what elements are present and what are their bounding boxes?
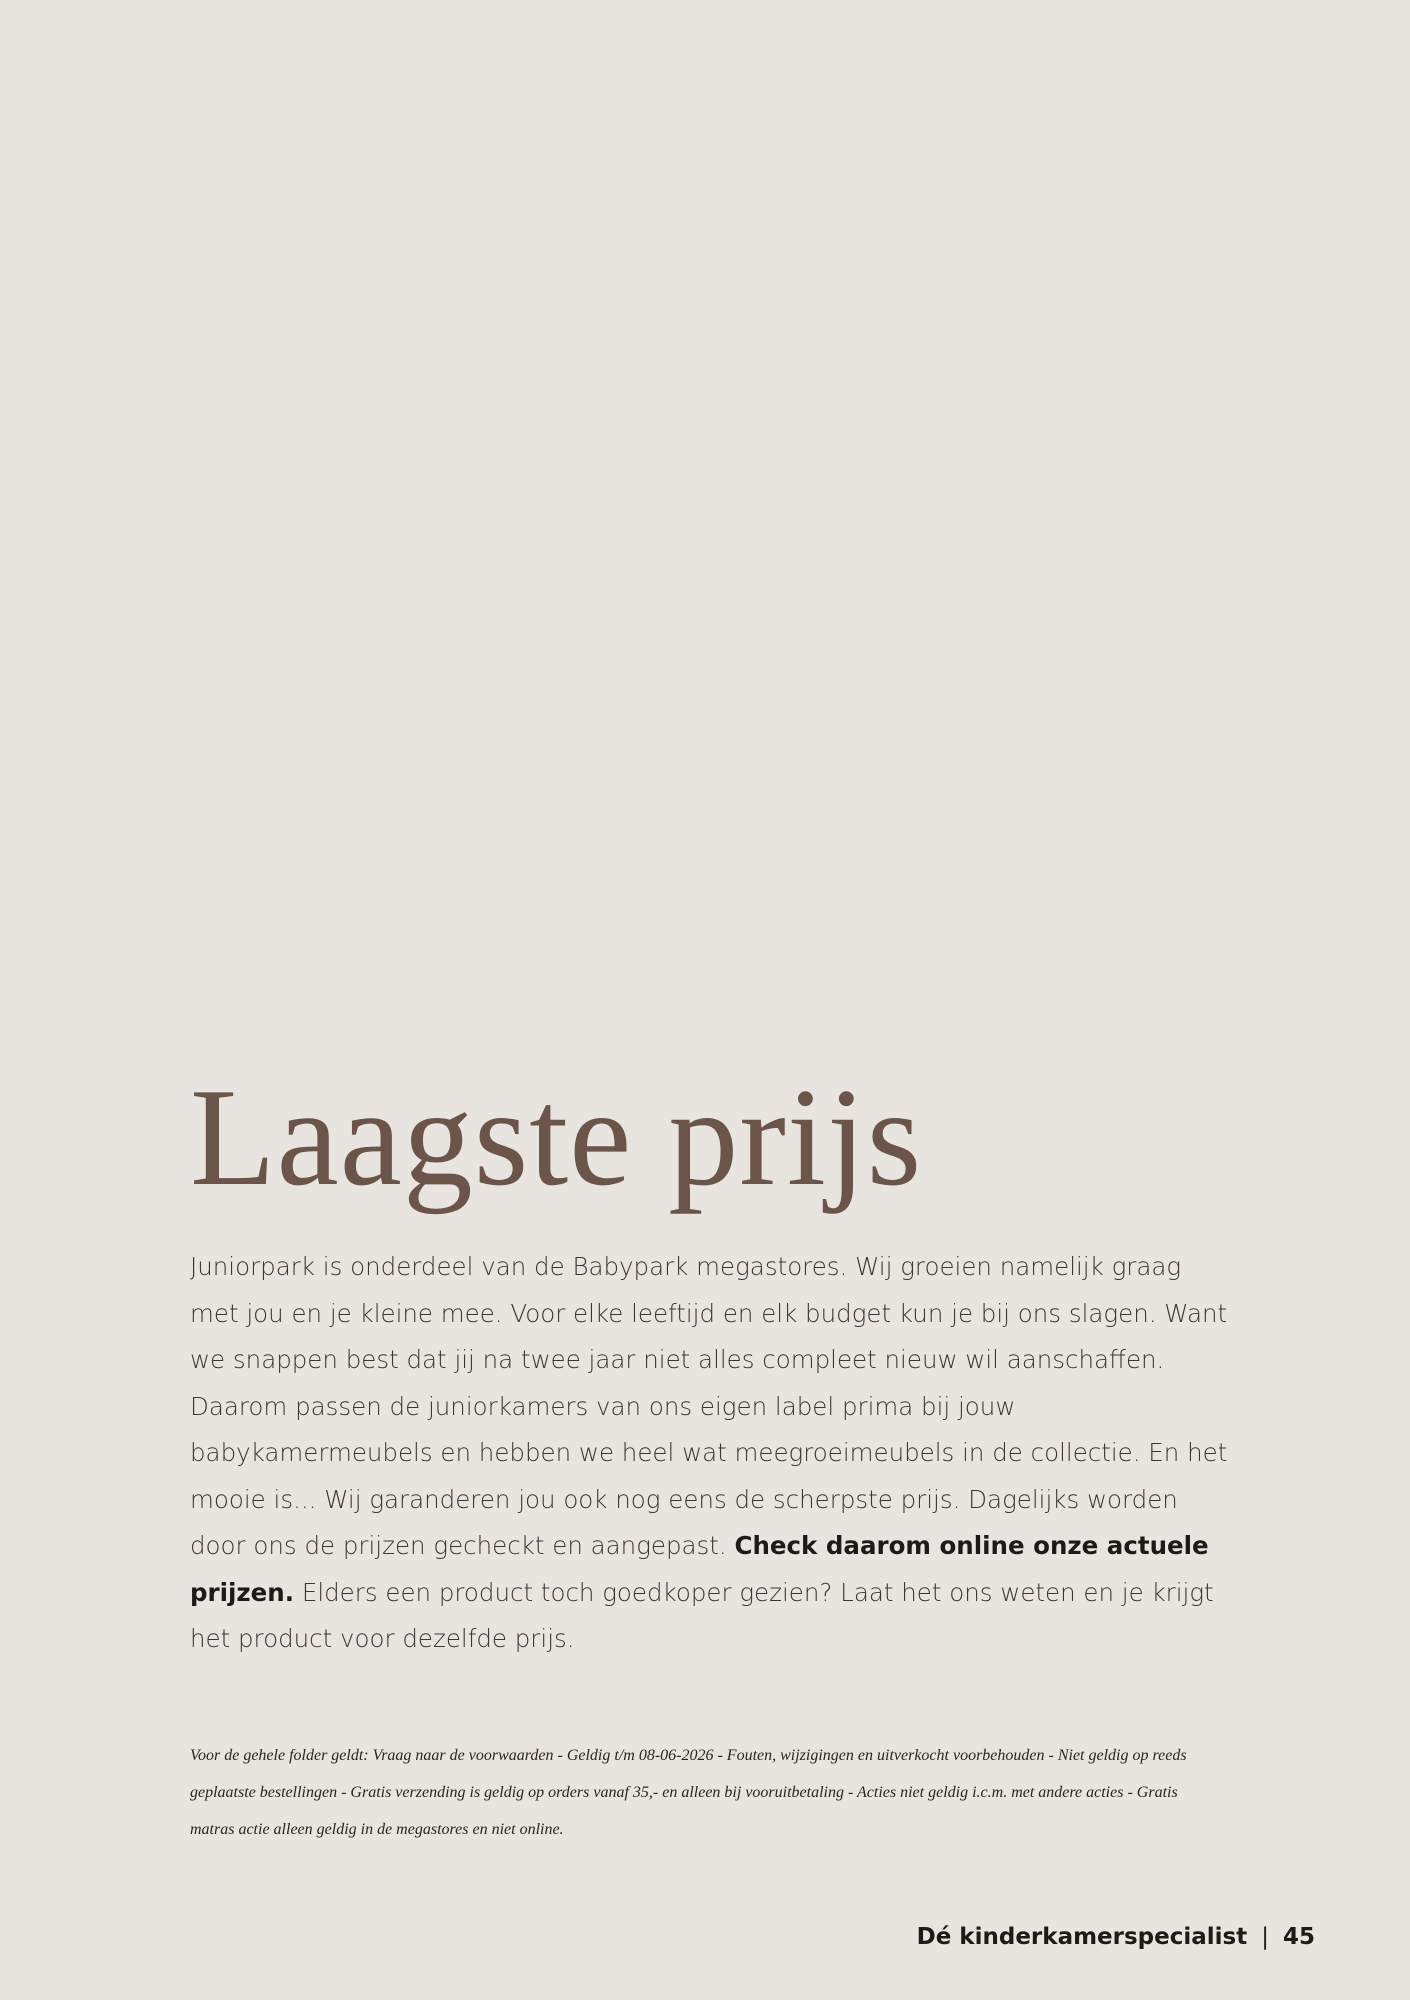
page-number: 45 xyxy=(1282,1924,1315,1950)
body-paragraph xyxy=(190,1244,1230,1663)
page-title: Laagste prijs xyxy=(190,1060,923,1215)
body-text-part1: Juniorpark is onderdeel van de Babypark megastores. Wij groeien namelijk graag met jou en je kleine mee. Voor elke leeftijd en elk budget kun je bij ons slagen. Want we snappen best dat jij na twee jaar niet alles compleet nieuw wil aanschaffen. Daarom passen de juniorkamers van ons eigen label prima bij jouw babykamermeubels en hebben we heel wat meegroeimeubels in de collectie. En het mooie is... Wij garanderen jou ook nog eens de scherpste prijs. Dagelijks worden door ons de prijzen gecheckt en aangepast. xyxy=(190,1252,1228,1560)
main-content xyxy=(190,1060,1230,1848)
body-text-part2: Elders een product toch goedkoper gezien? Laat het ons weten en je krijgt het product voor dezelfde prijs. xyxy=(190,1577,1214,1653)
body-text-emphasis: Check daarom online onze actuele prijzen. xyxy=(190,1531,1209,1607)
page-footer xyxy=(917,1924,1315,1950)
footer-separator: | xyxy=(1261,1924,1269,1950)
footnote-disclaimer: Voor de gehele folder geldt: Vraag naar de voorwaarden - Geldig t/m 08-06-2026 - Fouten, wijzigingen en uitverkocht voorbehouden - Niet geldig op reeds geplaatste bestellingen - Gratis verzending is geldig op orders vanaf 35,- en alleen bij vooruitbetaling - Acties niet geldig i.c.m. met andere acties - Gratis matras actie alleen geldig in de megastores en niet online. xyxy=(190,1746,1187,1838)
footer-tagline: Dé kinderkamerspecialist xyxy=(916,1924,1248,1950)
